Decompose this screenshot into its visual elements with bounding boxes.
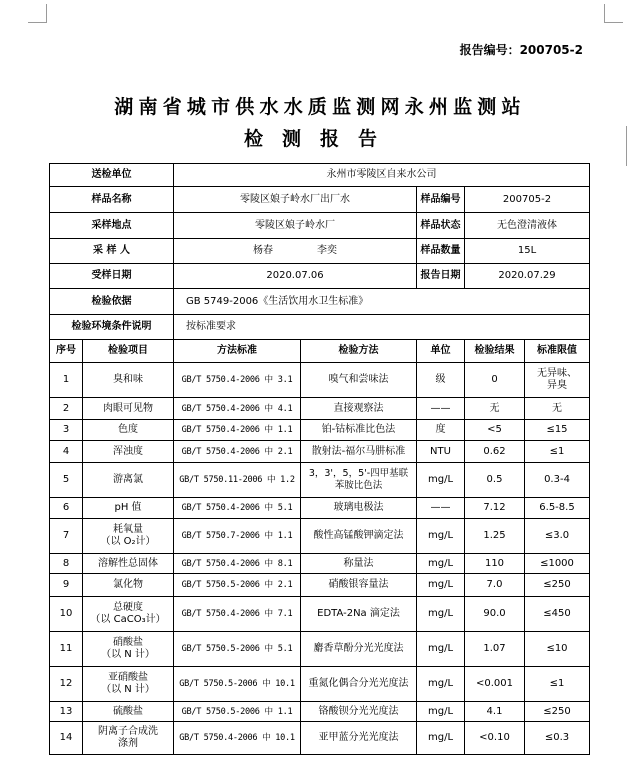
report-number: 报告编号：200705-2	[459, 43, 583, 57]
cell-result-text: 无	[489, 402, 500, 414]
state-value: 无色澄清液体	[465, 213, 590, 239]
cell-no-text: 10	[59, 608, 73, 619]
table-row	[50, 420, 590, 441]
cell-item	[83, 420, 174, 441]
cell-no-text: 7	[62, 530, 70, 541]
cell-unit	[417, 398, 465, 420]
cell-item	[83, 519, 174, 554]
cell-no-text: 12	[59, 678, 73, 689]
cell-unit	[417, 363, 465, 398]
cell-limit	[525, 519, 590, 554]
cell-standard	[174, 667, 301, 702]
cell-result	[465, 420, 525, 441]
cell-standard	[174, 498, 301, 519]
cell-standard	[174, 574, 301, 597]
info-row-client	[50, 164, 590, 187]
cell-no-text: 5	[62, 474, 70, 485]
cell-method	[301, 574, 417, 597]
cell-result-text: 0.62	[483, 445, 506, 457]
location-label: 采样地点	[50, 213, 174, 239]
cell-limit	[525, 463, 590, 498]
cell-standard	[174, 597, 301, 632]
cell-method	[301, 597, 417, 632]
cell-method	[301, 519, 417, 554]
cell-result-text: 7.12	[483, 502, 506, 513]
cell-limit-text: ≤10	[546, 643, 568, 654]
cell-result-text: <0.10	[479, 732, 510, 743]
cell-unit	[417, 441, 465, 463]
cell-result	[465, 498, 525, 519]
cell-no-text: 6	[62, 502, 70, 513]
cell-method-text: 散射法-福尔马肼标准	[311, 445, 406, 457]
cell-result-text: 4.1	[486, 705, 503, 717]
state-label: 样品状态	[417, 213, 465, 239]
cell-unit	[417, 722, 465, 755]
cell-result	[465, 722, 525, 755]
cell-item	[83, 498, 174, 519]
sampler-label: 采 样 人	[50, 239, 174, 264]
sample-name-value: 零陵区娘子岭水厂出厂水	[174, 187, 417, 213]
cell-result	[465, 463, 525, 498]
cell-no-text: 1	[62, 374, 70, 385]
cell-item	[83, 632, 174, 667]
col-header-no: 序号	[50, 340, 83, 363]
cell-result	[465, 667, 525, 702]
client-value: 永州市零陵区自来水公司	[174, 164, 590, 187]
cell-unit-text: mg/L	[427, 678, 454, 689]
table-row	[50, 632, 590, 667]
cell-standard	[174, 463, 301, 498]
col-header-limit: 标准限值	[525, 340, 590, 363]
col-header-item: 检验项目	[83, 340, 174, 363]
cell-unit-text: mg/L	[427, 474, 454, 485]
cell-item-text: 浑浊度	[113, 445, 143, 457]
cell-item-text: 氯化物	[113, 579, 143, 590]
cell-standard	[174, 363, 301, 398]
table-row	[50, 722, 590, 755]
cell-limit	[525, 667, 590, 702]
cell-no	[50, 363, 83, 398]
cell-result	[465, 632, 525, 667]
cell-method	[301, 632, 417, 667]
cell-no	[50, 498, 83, 519]
cell-standard	[174, 554, 301, 574]
report-table	[49, 163, 590, 755]
info-row-basis	[50, 289, 590, 315]
cell-item	[83, 597, 174, 632]
report-date-label: 报告日期	[417, 264, 465, 289]
cell-limit	[525, 574, 590, 597]
info-row-sample	[50, 187, 590, 213]
info-row-environment	[50, 315, 590, 340]
environment-label: 检验环境条件说明	[50, 315, 174, 340]
cell-no-text: 14	[59, 732, 73, 743]
cell-unit-text: 级	[435, 374, 446, 385]
cell-item-text-line2: （以 CaCO₃计）	[90, 614, 166, 625]
cell-item-text-line2: 涤剂	[118, 738, 138, 749]
cell-no	[50, 702, 83, 722]
cell-limit	[525, 441, 590, 463]
cell-result	[465, 574, 525, 597]
quantity-value: 15L	[465, 239, 590, 264]
cell-result	[465, 554, 525, 574]
cell-limit-text: 6.5-8.5	[539, 502, 575, 513]
cell-standard	[174, 702, 301, 722]
cell-no	[50, 441, 83, 463]
cell-item-text-line2: （以 N 计）	[101, 649, 155, 660]
cell-result-text: 1.25	[483, 530, 506, 541]
cell-standard-text: GB/T 5750.5-2006 中 5.1	[181, 644, 293, 654]
cell-result-text: <5	[487, 424, 502, 435]
info-row-location	[50, 213, 590, 239]
cell-item-text: 游离氯	[113, 474, 143, 485]
cell-item-text: 总硬度	[113, 602, 143, 613]
cell-method	[301, 463, 417, 498]
cell-standard-text: GB/T 5750.7-2006 中 1.1	[181, 531, 293, 541]
cell-method-text: 麝香草酚分光光度法	[313, 643, 404, 654]
cell-limit-text: 无异味、	[537, 368, 577, 379]
cell-limit-text: ≤15	[546, 424, 568, 435]
location-value: 零陵区娘子岭水厂	[174, 213, 417, 239]
cell-standard	[174, 398, 301, 420]
cell-standard-text: GB/T 5750.4-2006 中 2.1	[181, 446, 293, 457]
cell-unit	[417, 597, 465, 632]
cell-standard-text: GB/T 5750.4-2006 中 8.1	[181, 558, 293, 569]
cell-unit-text: mg/L	[427, 608, 454, 619]
cell-limit-text: ≤1	[549, 678, 565, 689]
cell-limit	[525, 554, 590, 574]
cell-method	[301, 722, 417, 755]
cell-no-text: 3	[62, 424, 70, 435]
cell-result-text: 7.0	[486, 579, 503, 590]
cell-standard-text: GB/T 5750.4-2006 中 7.1	[181, 609, 293, 619]
cell-no	[50, 463, 83, 498]
sample-no-value: 200705-2	[465, 187, 590, 213]
cell-standard	[174, 519, 301, 554]
column-header-row	[50, 340, 590, 363]
cell-limit	[525, 498, 590, 519]
table-row	[50, 463, 590, 498]
cell-unit-text: 度	[435, 424, 446, 435]
cell-limit-text: ≤1	[549, 445, 565, 457]
cell-unit-text: mg/L	[427, 705, 454, 717]
sampler-value	[174, 239, 417, 264]
client-label: 送检单位	[50, 164, 174, 187]
quantity-label: 样品数量	[417, 239, 465, 264]
cell-standard-text: GB/T 5750.4-2006 中 1.1	[181, 425, 293, 435]
cell-result-text: 0.5	[486, 474, 503, 485]
cell-standard-text: GB/T 5750.4-2006 中 5.1	[181, 503, 293, 513]
cell-method-text: 酸性高锰酸钾滴定法	[313, 530, 404, 541]
table-row	[50, 398, 590, 420]
cell-method	[301, 398, 417, 420]
cell-method	[301, 363, 417, 398]
cell-standard-text: GB/T 5750.4-2006 中 4.1	[181, 403, 293, 414]
page-corner-mark-left	[28, 4, 47, 23]
table-row	[50, 498, 590, 519]
cell-result	[465, 519, 525, 554]
cell-method-text: 3，3'，5，5'-四甲基联	[308, 468, 409, 479]
cell-item	[83, 398, 174, 420]
environment-value: 按标准要求	[174, 315, 590, 340]
info-row-dates	[50, 264, 590, 289]
cell-standard-text: GB/T 5750.11-2006 中 1.2	[179, 475, 295, 485]
cell-method	[301, 702, 417, 722]
cell-limit-text: ≤450	[543, 608, 571, 619]
col-header-result: 检验结果	[465, 340, 525, 363]
cell-method-text: 玻璃电极法	[333, 502, 384, 513]
cell-method-text: 嗅气和尝味法	[328, 374, 389, 385]
cell-no-text: 2	[62, 402, 70, 414]
cell-item-text: 耗氧量	[113, 524, 143, 535]
cell-item-text-line2: （以 N 计）	[101, 684, 155, 695]
cell-method-text: 铬酸钡分光光度法	[318, 705, 399, 717]
cell-no	[50, 519, 83, 554]
cell-item-text: 硝酸盐	[113, 637, 143, 648]
cell-limit-text: 无	[552, 402, 562, 414]
cell-item	[83, 463, 174, 498]
cell-result-text: 90.0	[483, 608, 506, 619]
cell-unit	[417, 702, 465, 722]
sampler-name-2: 李奕	[317, 245, 337, 256]
table-row	[50, 519, 590, 554]
table-row	[50, 667, 590, 702]
cell-method-text: 称量法	[343, 557, 374, 569]
cell-limit-text: ≤1000	[540, 557, 574, 569]
table-row	[50, 554, 590, 574]
cell-item-text: 亚硝酸盐	[108, 672, 148, 683]
cell-result-text: <0.001	[475, 678, 513, 689]
cell-no-text: 11	[59, 643, 73, 654]
cell-no	[50, 554, 83, 574]
col-header-standard: 方法标准	[174, 340, 301, 363]
col-header-method: 检验方法	[301, 340, 417, 363]
cell-item	[83, 363, 174, 398]
cell-item	[83, 702, 174, 722]
cell-unit-text: mg/L	[427, 579, 454, 590]
cell-method	[301, 441, 417, 463]
cell-standard	[174, 441, 301, 463]
cell-limit	[525, 632, 590, 667]
cell-limit	[525, 722, 590, 755]
cell-item	[83, 441, 174, 463]
cell-item	[83, 574, 174, 597]
cell-standard	[174, 420, 301, 441]
sampler-name-1: 杨春	[253, 245, 273, 256]
cell-standard-text: GB/T 5750.4-2006 中 10.1	[179, 733, 295, 743]
cell-no	[50, 420, 83, 441]
cell-result	[465, 363, 525, 398]
cell-method	[301, 554, 417, 574]
cell-unit-text: NTU	[430, 445, 451, 457]
cell-no-text: 4	[62, 445, 70, 457]
cell-method-text-line2: 苯胺比色法	[334, 480, 383, 491]
cell-no	[50, 667, 83, 702]
cell-standard-text: GB/T 5750.5-2006 中 1.1	[181, 706, 293, 717]
cell-no	[50, 722, 83, 755]
cell-limit-text: ≤250	[543, 705, 571, 717]
cell-method-text: 直接观察法	[333, 402, 384, 414]
cell-item-text: 溶解性总固体	[98, 557, 158, 569]
table-row	[50, 597, 590, 632]
cell-item-text: 肉眼可见物	[103, 402, 153, 414]
cell-item-text: 臭和味	[113, 374, 143, 385]
cell-standard-text: GB/T 5750.5-2006 中 10.1	[179, 679, 295, 689]
cell-limit	[525, 702, 590, 722]
cell-method-text: 亚甲蓝分光光度法	[318, 732, 399, 743]
cell-unit-text: mg/L	[427, 530, 454, 541]
cell-item-text: 阴离子合成洗	[98, 726, 158, 737]
cell-method-text: EDTA-2Na 滴定法	[317, 608, 400, 619]
received-label: 受样日期	[50, 264, 174, 289]
table-row	[50, 574, 590, 597]
cell-limit	[525, 597, 590, 632]
cell-no	[50, 398, 83, 420]
cell-item-text: 色度	[118, 424, 138, 435]
report-title: 湖南省城市供水水质监测网永州监测站	[114, 96, 526, 118]
cell-no-text: 9	[62, 579, 70, 590]
cell-no	[50, 597, 83, 632]
cell-unit-text: ——	[430, 402, 451, 414]
table-row	[50, 363, 590, 398]
cell-unit	[417, 498, 465, 519]
report-subtitle: 检测报告	[243, 128, 396, 150]
cell-limit-text: ≤250	[543, 579, 571, 590]
cell-standard-text: GB/T 5750.5-2006 中 2.1	[181, 580, 293, 590]
cell-unit	[417, 667, 465, 702]
cell-item-text: pH 值	[114, 502, 142, 513]
cell-item	[83, 722, 174, 755]
cell-method-text: 重氮化偶合分光光度法	[308, 678, 409, 689]
cell-standard	[174, 632, 301, 667]
cell-unit	[417, 632, 465, 667]
cell-unit	[417, 554, 465, 574]
cell-unit	[417, 574, 465, 597]
cell-method-text: 硝酸银容量法	[328, 579, 389, 590]
cell-item	[83, 554, 174, 574]
cell-standard	[174, 722, 301, 755]
cell-result	[465, 702, 525, 722]
cell-method	[301, 498, 417, 519]
cell-item	[83, 667, 174, 702]
cell-item-text-line2: （以 O₂计）	[100, 536, 156, 547]
cell-method-text: 铂-钴标准比色法	[321, 424, 396, 435]
received-value: 2020.07.06	[174, 264, 417, 289]
page-corner-mark-right	[604, 4, 623, 23]
cell-no-text: 13	[59, 705, 73, 717]
cell-limit-text: ≤0.3	[544, 732, 570, 743]
cell-unit	[417, 463, 465, 498]
cell-result	[465, 441, 525, 463]
info-row-sampler	[50, 239, 590, 264]
sample-name-label: 样品名称	[50, 187, 174, 213]
cell-item-text: 硫酸盐	[113, 705, 143, 717]
cell-unit	[417, 519, 465, 554]
basis-label: 检验依据	[50, 289, 174, 315]
cell-standard-text: GB/T 5750.4-2006 中 3.1	[181, 375, 293, 385]
cell-method	[301, 420, 417, 441]
cell-unit	[417, 420, 465, 441]
cell-method	[301, 667, 417, 702]
cell-unit-text: ——	[430, 502, 451, 513]
cell-unit-text: mg/L	[427, 732, 454, 743]
cell-limit	[525, 420, 590, 441]
table-row	[50, 702, 590, 722]
cell-no-text: 8	[62, 557, 70, 569]
cell-limit-text-line2: 异臭	[547, 380, 567, 391]
cell-result-text: 110	[484, 557, 505, 569]
cell-result	[465, 398, 525, 420]
report-date-value: 2020.07.29	[465, 264, 590, 289]
cell-limit	[525, 363, 590, 398]
cell-limit	[525, 398, 590, 420]
col-header-unit: 单位	[417, 340, 465, 363]
cell-no	[50, 574, 83, 597]
cell-unit-text: mg/L	[427, 643, 454, 654]
cell-result-text: 0	[491, 374, 498, 385]
cell-result	[465, 597, 525, 632]
cell-limit-text: ≤3.0	[544, 530, 570, 541]
cell-result-text: 1.07	[483, 643, 506, 654]
cell-limit-text: 0.3-4	[544, 474, 570, 485]
cell-unit-text: mg/L	[427, 557, 454, 569]
table-row	[50, 441, 590, 463]
sample-no-label: 样品编号	[417, 187, 465, 213]
basis-value: GB 5749-2006《生活饮用水卫生标准》	[174, 289, 590, 315]
cell-no	[50, 632, 83, 667]
